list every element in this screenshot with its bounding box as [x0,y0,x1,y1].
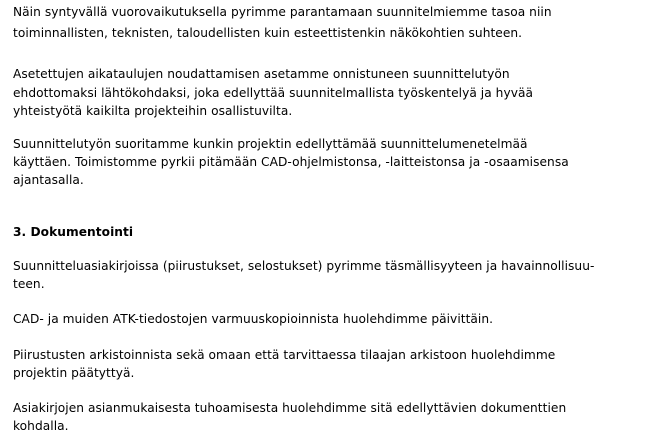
paragraph-1-line-2: toiminnallisten, teknisten, taloudellisten kuin esteettistenkin näkökohtien suhteen. [13,26,523,40]
paragraph-3-line-3: ajantasalla. [13,173,84,187]
section-paragraph-3-line-2: projektin päätyttyä. [13,366,135,380]
section-paragraph-1-line-2: teen. [13,277,45,291]
section-heading: 3. Dokumentointi [13,225,134,239]
section-paragraph-2-line-1: CAD- ja muiden ATK-tiedostojen varmuuskopioinnista huolehdimme päivittäin. [13,312,494,326]
paragraph-1-line-1: Näin syntyvällä vuorovaikutuksella pyrimme parantamaan suunnitelmiemme tasoa niin [13,5,552,19]
section-paragraph-4-line-2: kohdalla. [13,419,69,433]
section-paragraph-3-line-1: Piirustusten arkistoinnista sekä omaan että tarvittaessa tilaajan arkistoon huolehdimme [13,348,556,362]
paragraph-2-line-2: ehdottomaksi lähtökohdaksi, joka edellyttää suunnitelmallista työskentelyä ja hyvää [13,86,534,100]
section-paragraph-1-line-1: Suunnitteluasiakirjoissa (piirustukset, selostukset) pyrimme täsmällisyyteen ja havainnollisuu- [13,259,595,273]
paragraph-3-line-1: Suunnittelutyön suoritamme kunkin projektin edellyttämää suunnittelumenetelmää [13,137,528,151]
section-paragraph-4-line-1: Asiakirjojen asianmukaisesta tuhoamisesta huolehdimme sitä edellyttävien dokumenttien [13,401,567,415]
paragraph-2-line-1: Asetettujen aikataulujen noudattamisen asetamme onnistuneen suunnittelutyön [13,67,510,81]
paragraph-2-line-3: yhteistyötä kaikilta projekteihin osallistuvilta. [13,104,293,118]
paragraph-3-line-2: käyttäen. Toimistomme pyrkii pitämään CAD-ohjelmistonsa, -laitteistonsa ja -osaamisensa [13,155,569,169]
